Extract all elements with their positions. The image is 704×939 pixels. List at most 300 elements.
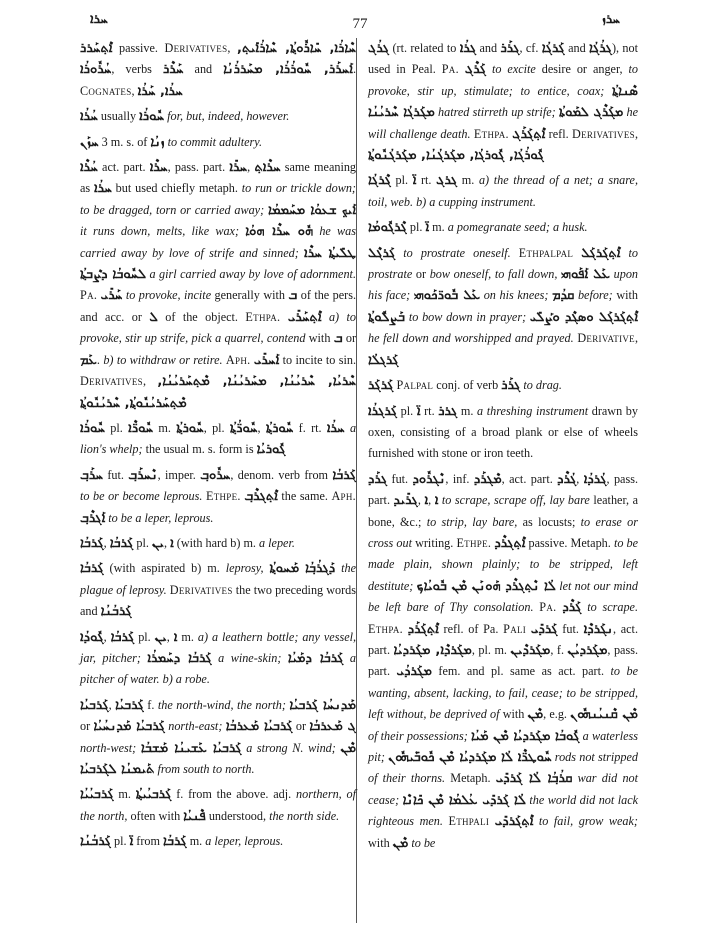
- gloss-italic: to be wanting, absent, lacking, to fail, cease; to be stripped, left without, be deprived of: [368, 664, 639, 722]
- entry-text: writing.: [411, 535, 457, 550]
- dictionary-entry: [80, 627, 356, 691]
- gloss-italic: to provoke, stir up, stimulate; to entice, coax;: [368, 62, 639, 98]
- entry-text: ,: [576, 471, 584, 486]
- syriac-word: ܠ: [149, 309, 158, 325]
- entry-text: ,: [163, 535, 171, 550]
- syriac-word: ܓܰܪܒܳܢܳܐ: [100, 604, 132, 620]
- entry-text: f.: [143, 697, 158, 712]
- gloss-italic: rods not stripped of their thorns.: [368, 750, 638, 786]
- syriac-word: ܚܪܶܐ: [149, 160, 168, 176]
- gloss-italic: to drag.: [523, 378, 562, 393]
- gloss-italic: on his knees;: [483, 288, 553, 303]
- syriac-word: ܓܰܪܒܳܐ: [109, 535, 134, 551]
- dictionary-entry: [80, 831, 356, 852]
- entry-text: pl.: [104, 420, 129, 435]
- gloss-italic: to scrape.: [587, 600, 639, 615]
- syriac-word: ܡܓܰܪܕܝܳܢ: [567, 642, 608, 658]
- entry-text: ,: [166, 629, 174, 644]
- gloss-italic: to strip, lay bare,: [426, 514, 518, 529]
- entry-text: often with: [127, 808, 184, 823]
- syriac-word: ܠܳܐ ܓܰܪܕܺܝ ܥܳܠܡܳܐ ܡܶܢ ܟܺܐܢܶܐ: [402, 792, 526, 808]
- entry-text: pl.: [406, 220, 426, 235]
- syriac-word: ܢܶܚܪܰܒ݂: [128, 467, 158, 483]
- dictionary-entry: [80, 695, 356, 781]
- entry-text: , pass. part.: [368, 471, 638, 508]
- entry-text: m.: [153, 420, 177, 435]
- entry-text: , imper.: [157, 467, 201, 482]
- syriac-word: ܥܰܠ ܒܽܘܪ̈ܟܰܘܗܝ: [413, 288, 481, 304]
- entry-text: conj. of verb: [433, 378, 502, 393]
- entry-text: , pass. part.: [167, 160, 230, 175]
- syriac-word: ܓܶܪܓܳܐ: [368, 173, 391, 189]
- gloss-italic: he fell down and worshipped and prayed.: [368, 331, 574, 346]
- syriac-word: ܚܽܘܛܪ̈ܶܐ ܠܳܐ ܡܓܰܪܕܝܳܐ ܡܶܢ ܟܽܘܒ̈ܰܝܗܽܘܢ: [388, 750, 552, 765]
- syriac-word: ܓܰܪܒܳܐ ܕܡܰܝܳܐ: [287, 650, 344, 666]
- entry-text: (with aspirated b) m.: [103, 561, 226, 576]
- grammar-label: Derivatives: [169, 582, 233, 597]
- gloss-italic: a) a leathern bottle; any vessel, jar, pitcher;: [80, 629, 357, 665]
- gloss-italic: to be: [411, 835, 436, 850]
- entry-text: with: [368, 835, 393, 850]
- dictionary-entry: [368, 469, 638, 854]
- syriac-word: ܓܰܪܒܳܐ: [80, 535, 104, 551]
- entry-text: as locusts;: [517, 514, 581, 529]
- syriac-word: ܚܙܰܢ: [80, 134, 99, 150]
- dictionary-entry: [80, 465, 356, 529]
- entry-text: ,: [247, 160, 255, 175]
- dictionary-entry: [80, 157, 356, 414]
- entry-text: drawn by oxen, consisting of a broad plank or else of wheels furnished with stone or iron teeth.: [368, 403, 638, 461]
- gloss-italic: a) to provoke, stir up strife, pick a quarrel, contend: [80, 309, 357, 346]
- gloss-italic: before;: [577, 288, 613, 303]
- syriac-word: ܐܶܬ݂ܓܰܪܓܰܠ: [581, 245, 621, 261]
- syriac-word: ܐܰܝܟ݂ ܫܥܘܳܐ ܡܚܰܡܡܳܐ: [267, 202, 356, 218]
- gloss-italic: to commit adultery.: [167, 134, 263, 149]
- entry-text: f. from the above. adj.: [171, 787, 297, 802]
- syriac-word: ܓܰܪܓܪܳܐ: [368, 403, 398, 419]
- gloss-italic: to be or become leprous.: [80, 489, 203, 504]
- syriac-word: ܚܪܳܐ, ܚܰܪܳܐ: [137, 83, 183, 99]
- syriac-word: ܐܶܬ݂ܓܰܪܰܕ: [407, 621, 439, 637]
- dictionary-entry: [80, 132, 356, 153]
- syriac-word: ܚܳܪܳܐ: [80, 109, 98, 125]
- gloss-italic: he was carried away by love of strife and sinned;: [80, 224, 357, 260]
- entry-text: m.: [113, 787, 136, 802]
- entry-text: of the pers. and acc. or: [80, 288, 356, 324]
- gloss-italic: to be a leper, leprous.: [108, 510, 214, 525]
- entry-text: ,: [131, 83, 138, 98]
- syriac-word: ܚܪܺܐ: [229, 160, 248, 176]
- gloss-italic: bow oneself, to fall down,: [429, 267, 562, 282]
- entry-text: [322, 310, 329, 324]
- syriac-word: ܐܰܚܪܰܪ, ܚܽܘܪܳܪܳܐ, ܡܚܰܪܪܳܢܳܐ: [223, 62, 353, 78]
- syriac-word: ܚܶܪܝܳܐ, ܚܶܪܝܳܢܳܐ, ܡܚܰܪܝܳܢܳܐ, ܡܶܬ݂ܚܰܪܝܳܢܳܐ, ܡܶܬ݂ܚܰܪܝܳܢܽܘܬ݂ܳܐ, ܚܶܪܝܳܢܽܘܬ݂ܳܐ: [80, 374, 357, 411]
- grammar-label: Ethpa.: [245, 309, 281, 324]
- syriac-word: ܦܶܢܝܳܐ: [183, 808, 206, 824]
- entry-text: rt.: [420, 403, 439, 418]
- entry-text: m.: [457, 173, 479, 188]
- syriac-word: ܡܶܓܪܰܕ: [473, 471, 502, 487]
- grammar-label: Ethpali: [448, 814, 490, 829]
- entry-text: , act. part.: [368, 621, 638, 657]
- entry-text: .: [96, 352, 104, 367]
- dictionary-entry: [80, 558, 356, 622]
- syriac-word: ܓܰܪܒܳܐ: [80, 561, 104, 577]
- gloss-italic: upon his face;: [368, 267, 639, 303]
- grammar-label: Cognates: [80, 83, 132, 98]
- entry-text: m.: [186, 834, 206, 849]
- entry-text: refl. of Pa.: [438, 621, 504, 636]
- entry-text: ), not used in Peal.: [368, 41, 639, 77]
- gloss-italic: a pomegranate seed; a husk.: [447, 220, 588, 235]
- entry-text: (rt. related to: [389, 41, 460, 55]
- entry-text: , verbs: [111, 62, 163, 77]
- gloss-italic: for, but, indeed, however.: [167, 109, 290, 124]
- syriac-word: ܡܓܰܪܕܶܐ, ܡܓܰܪܕܝܳܐ: [393, 642, 472, 658]
- gloss-italic: the north side.: [269, 808, 340, 823]
- gloss-italic: a threshing instrument: [477, 403, 589, 418]
- gloss-italic: to bow down in prayer;: [408, 309, 530, 324]
- syriac-word: ܐܶܬ݂ܓܰܪܓܰܠ ܘܣܓܶܕ ܘܨܰܠܺܝ: [529, 309, 639, 325]
- entry-text: , denom. verb from: [230, 467, 333, 482]
- entry-text: pl.: [134, 629, 155, 644]
- syriac-word: ܚܽܘܪ̈ܶܐ: [128, 420, 154, 436]
- entry-text: , cf.: [519, 41, 542, 55]
- syriac-word: ܚܽܘܪܳܐ: [139, 109, 165, 125]
- syriac-word: ܓܪܳܓ: [368, 41, 390, 56]
- grammar-label: Palpal: [396, 378, 434, 393]
- gloss-italic: the north-wind, the north;: [157, 697, 286, 712]
- entry-text: , f.: [550, 642, 568, 657]
- syriac-word: ܓܰܪܶܕ: [562, 600, 582, 616]
- dictionary-entry: [80, 533, 356, 554]
- entry-text: f. rt.: [293, 420, 327, 435]
- syriac-word: ܚܳܪܶܐ: [80, 160, 98, 176]
- syriac-word: ܩܕܳܡ: [552, 288, 575, 304]
- gloss-italic: northern, of the north,: [80, 787, 357, 823]
- grammar-label: Pa.: [441, 62, 459, 77]
- syriac-word: ܓܰܪܒܳܐ: [332, 467, 356, 483]
- entry-text: 3 m. s. of: [98, 134, 151, 149]
- syriac-word: ܓܰܪܒܳܐ ܕܚܰܡܪܳܐ: [147, 650, 212, 666]
- right-column: [368, 38, 638, 858]
- entry-text: fut.: [387, 471, 413, 486]
- entry-text: ,: [142, 374, 158, 389]
- entry-text: .: [352, 62, 356, 77]
- entry-text: understood,: [205, 808, 270, 823]
- syriac-word: ܡܰܚܘܬ݂ܳܐ: [269, 561, 300, 577]
- syriac-word: ܐ̈: [412, 173, 417, 189]
- syriac-word: ܚܽܘܪܳܐ: [80, 420, 105, 436]
- syriac-word: ܚܽܘܪܬ݂ܳܐ: [265, 420, 294, 436]
- gloss-italic: a pitcher of water. b) a robe.: [80, 650, 356, 687]
- gloss-italic: to prostrate: [368, 245, 638, 282]
- entry-text: [620, 246, 628, 260]
- dictionary-entry: [368, 243, 638, 371]
- gloss-italic: to erase or cross out: [368, 514, 638, 550]
- entry-text: ,: [634, 331, 639, 346]
- column-divider: [356, 38, 357, 923]
- entry-text: or: [292, 719, 310, 734]
- syriac-word: ܓܰܪܒܳܐ: [163, 834, 187, 850]
- syriac-word: ܝܢ: [154, 629, 167, 645]
- dictionary-entry: [368, 170, 638, 213]
- entry-text: [280, 310, 287, 324]
- left-column: [80, 38, 356, 857]
- entry-text: and: [564, 41, 590, 55]
- entry-text: the two preceding words and: [80, 582, 357, 619]
- entry-text: , pl.: [203, 420, 230, 435]
- syriac-word: ܡܶܢ ܬܰܝܡܢܳܐ ܠܓܰܪܒܝܳܐ: [80, 740, 357, 777]
- entry-text: ,: [428, 493, 435, 508]
- entry-text: ,: [103, 535, 110, 550]
- syriac-word: ܐܶܬ݂ܓܰܪܕܺܝ: [494, 814, 534, 830]
- entry-text: , e.g.: [543, 707, 571, 722]
- entry-text: or: [80, 719, 94, 734]
- entry-text: , inf.: [445, 471, 474, 486]
- gloss-italic: to run or trickle down; to be dragged, torn or carried away;: [80, 181, 356, 217]
- syriac-word: ܓܽܘܕܳܐ: [80, 629, 104, 645]
- gloss-italic: leprosy,: [225, 561, 270, 576]
- page-number: 77: [352, 16, 368, 32]
- entry-text: ,: [103, 629, 111, 644]
- gloss-italic: a) the thread of a net; a snare, toil, web. b) a cupping instrument.: [368, 173, 639, 209]
- dictionary-entry: [368, 375, 638, 396]
- syriac-word: ܐܶܬ݂ܓܪܶܒ݂: [244, 489, 278, 505]
- gloss-italic: from south to north.: [157, 762, 255, 776]
- syriac-word: ܗܽܘ ܚܪܶܐ ܗܘܳܐ: [245, 224, 314, 240]
- syriac-word: ܩܪܳܒ݂ܳܐ ܠܳܐ ܓܰܪܕܺܝ: [495, 771, 573, 787]
- syriac-word: ܐ̈: [129, 834, 134, 850]
- entry-text: , pl. m.: [471, 642, 511, 657]
- entry-text: fut.: [103, 467, 129, 482]
- entry-text: passive. Metaph.: [525, 535, 614, 550]
- syriac-word: ܓܳܪܕܳܐ: [583, 471, 607, 487]
- entry-text: (with hard b) m.: [173, 535, 260, 550]
- grammar-label: Ethpalpal: [518, 245, 574, 260]
- syriac-word: ܓܰܪܒܳܐ: [110, 629, 135, 645]
- grammar-label: Derivatives: [572, 126, 635, 141]
- gloss-italic: war did not cease;: [368, 771, 639, 807]
- syriac-word: ܓܪܪ: [438, 403, 458, 419]
- syriac-word: ܣܶܢܐܬ݂ܳܐ ܡܓܰܪܓܳܐ ܚܶܪܝܳܢܳܐ: [368, 83, 638, 121]
- gloss-italic: of their possessions;: [368, 728, 471, 743]
- entry-text: m.: [429, 220, 448, 235]
- gloss-italic: a strong N. wind;: [246, 740, 341, 755]
- gloss-italic: a girl carried away by love of adornment.: [149, 267, 356, 282]
- syriac-word: ܡܓܰܪܕܳܝ: [396, 664, 432, 680]
- syriac-word: ܓܰܪܒܝܳܐ: [115, 697, 144, 713]
- gloss-italic: a leper.: [259, 535, 295, 550]
- syriac-word: ܓܪܰܕ: [368, 471, 388, 487]
- grammar-label: Ethpa.: [368, 621, 403, 636]
- gloss-italic: the plague of leprosy.: [80, 561, 356, 597]
- entry-text: , act. part.: [501, 471, 558, 486]
- gloss-italic: hatred stirreth up strife;: [438, 105, 559, 120]
- syriac-word: ܐܶܬ݂ܚܰܪܪ: [80, 41, 113, 56]
- grammar-label: Ethpe.: [456, 535, 492, 550]
- syriac-word: ܡܓܰܪܕܶܝܢ: [510, 642, 551, 658]
- syriac-word: ܓܰܪܶܓ: [464, 62, 486, 78]
- grammar-label: Aph.: [331, 489, 357, 504]
- gloss-italic: the world did not lack righteous men.: [368, 792, 639, 829]
- entry-text: with: [499, 707, 528, 722]
- syriac-word: ܐ̈: [416, 403, 421, 419]
- syriac-word: ܓܰܪܓܰܪ: [368, 378, 394, 394]
- syriac-word: ܚܪܳܐ: [326, 420, 345, 436]
- gloss-italic: north-west;: [80, 740, 141, 755]
- syriac-word: ܚܪܰܒ݂: [80, 467, 104, 483]
- grammar-label: Pali: [503, 621, 527, 636]
- entry-text: ,: [634, 126, 638, 141]
- grammar-label: Pa.: [539, 600, 557, 615]
- entry-text: m.: [177, 629, 198, 644]
- syriac-word: ܢܶܓܪܽܘܕ: [412, 471, 446, 487]
- syriac-word: ܡܶܢ ܩܶܢܝܳܢܗܽܘܢ: [570, 707, 638, 723]
- syriac-word: ܓܪܳܐ: [459, 41, 477, 56]
- gloss-italic: he will challenge death.: [368, 105, 639, 141]
- syriac-word: ܐ: [434, 493, 439, 509]
- syriac-word: ܚܪܶܐܬ݂: [254, 160, 281, 176]
- gloss-italic: b) to withdraw or retire.: [103, 352, 223, 367]
- entry-text: fut.: [557, 621, 584, 636]
- syriac-word: ܚܰܪܺܝ: [100, 288, 123, 304]
- dictionary-entry: [80, 106, 356, 127]
- syriac-word: ܓܰܪܓܠܳܐ: [368, 352, 399, 368]
- gloss-italic: let not our mind be left bare of Thy consolation.: [368, 578, 638, 615]
- dictionary-entry: [368, 38, 638, 166]
- syriac-word: ܓܰܪܒܝܳܐ ܡܰܥܪܒܳܐ: [225, 719, 293, 735]
- guide-word-left: ܚܪܐ: [90, 12, 108, 27]
- dictionary-entry: [368, 401, 638, 465]
- gloss-italic: to fail, grow weak;: [538, 814, 638, 829]
- gloss-italic: to provoke, incite: [125, 288, 212, 303]
- gloss-italic: a lion's whelp;: [80, 420, 357, 457]
- syriac-word: ܥܰܠ ܐܰܦܰܘܗܝ: [561, 267, 610, 283]
- syriac-word: ܓܪܳܓܳܐ: [589, 41, 612, 56]
- gloss-italic: it runs down, melts, like wax;: [80, 224, 246, 239]
- entry-text: same meaning as: [80, 160, 357, 196]
- grammar-label: Aph.: [225, 352, 251, 367]
- dictionary-entry: [80, 418, 356, 461]
- syriac-word: ܡܰܕܢܚܳܐ ܓܰܪܒܝܳܐ: [289, 697, 357, 713]
- syriac-word: ܚܽܘܪ̈ܳܬ݂ܳܐ: [229, 420, 258, 436]
- syriac-word: ܐܶܬ݂ܚܰܪܺܝ: [287, 309, 322, 325]
- gloss-italic: a waterless pit;: [368, 728, 638, 764]
- syriac-word: ܕܰܓܪܳܒ݂ܳܐ: [305, 561, 336, 577]
- dictionary-entry: [368, 217, 638, 238]
- syriac-word: ܥܰܡ: [80, 352, 97, 368]
- gloss-italic: to prostrate oneself.: [403, 245, 511, 260]
- gloss-italic: north-east;: [168, 719, 223, 734]
- syriac-word: ܐܰܓܪܶܒ݂: [80, 510, 106, 526]
- syriac-word: ܐܶܬ݂ܓܰܪܰܓ: [512, 126, 546, 142]
- entry-text: with: [305, 331, 334, 346]
- syriac-word: ܓܽܘܒܳܐ ܡܓܰܪܕܝܳܐ ܡܶܢ ܡܰܝܳܐ: [471, 728, 580, 744]
- syriac-word: ܓܰܪܒܝܳܐ ܥܰܫܝܢܳܐ ܡܰܫܒܳܐ: [140, 740, 242, 756]
- syriac-word: ܡܶܢ: [392, 835, 409, 851]
- syriac-word: ܡܓܰܪܶܓ ܠܡܰܘܬܳܐ: [558, 105, 624, 121]
- entry-text: [511, 246, 519, 260]
- dictionary-entry: [80, 784, 356, 827]
- syriac-word: ܓܰܪܓܶܠ: [368, 245, 396, 261]
- entry-text: Metaph.: [445, 771, 496, 786]
- entry-text: ,: [108, 697, 116, 712]
- syriac-word: ܚܽܘܪܬ݂ܳܐ: [176, 420, 204, 436]
- syriac-word: ܓܶܪܓܽܘܡܳܐ: [368, 220, 407, 236]
- entry-text: act. part.: [97, 160, 150, 175]
- entry-text: desire or anger,: [535, 62, 629, 77]
- entry-text: the usual m. s. form is: [142, 442, 257, 457]
- syriac-word: ܐ̈: [425, 220, 430, 236]
- entry-text: refl.: [545, 126, 573, 141]
- grammar-label: Ethpe.: [205, 489, 241, 504]
- entry-text: rt.: [416, 173, 437, 188]
- gloss-italic: to be made plain, shown plainly; to be stripped, left destitute;: [368, 535, 639, 593]
- entry-text: pl.: [397, 403, 417, 418]
- syriac-word: ܓܰܪܒܝܳܝܬ݂ܳܐ: [135, 787, 172, 803]
- syriac-word: ܐ: [170, 535, 174, 551]
- entry-text: m.: [457, 403, 478, 418]
- syriac-word: ܓܪܺܝܕ: [393, 493, 418, 509]
- gloss-italic: a wine-skin;: [218, 650, 288, 665]
- gloss-italic: to excite: [491, 62, 536, 77]
- dictionary-entry: [80, 38, 356, 102]
- guide-word-right: ܚܪܙ: [602, 12, 620, 27]
- syriac-word: ܓܰܪܒܝܳܐ: [80, 697, 109, 713]
- syriac-word: ܝܢ: [151, 535, 164, 551]
- entry-text: ,: [257, 420, 266, 435]
- entry-text: from: [133, 834, 164, 849]
- syriac-word: ܓܪܰܪ: [500, 41, 520, 56]
- syriac-word: ܐ: [424, 493, 429, 509]
- entry-text: fem. and pl. same as act. part.: [431, 664, 611, 679]
- syriac-word: ܓܰܪܕܺܝ: [530, 621, 558, 637]
- syriac-word: ܠܳܐ ܢܶܬ݂ܓܪܶܕ ܗܰܘܢܰܢ ܡܶܢ ܒܽܘܝܳܐܟ݂: [416, 578, 556, 594]
- entry-text: passive.: [112, 41, 165, 55]
- grammar-label: Derivative: [577, 331, 635, 346]
- entry-text: and: [476, 41, 501, 55]
- grammar-label: Pa.: [80, 288, 98, 303]
- entry-text: of the object.: [157, 309, 246, 324]
- syriac-word: ܓܪܓ: [436, 173, 458, 189]
- syriac-word: ܡܶܢ: [527, 707, 544, 723]
- syriac-word: ܐܶܬ݂ܓܪܶܕ: [494, 535, 526, 551]
- syriac-word: ܓܪܰܪ: [501, 378, 521, 394]
- syriac-word: ܙܢܳܐ: [150, 134, 165, 150]
- syriac-word: ܐ: [173, 629, 178, 645]
- syriac-word: ܓ ܡܰܥܪܒܳܐ: [309, 719, 356, 735]
- grammar-label: Derivatives: [80, 374, 143, 389]
- syriac-word: ܒ: [333, 331, 343, 347]
- syriac-word: ܚܪܽܘܒ݂: [200, 467, 231, 483]
- entry-text: , pass. part.: [368, 642, 639, 679]
- syriac-word: ܓܽܘܪܝܳܐ: [256, 442, 286, 458]
- syriac-word: ܓܰܪܒܝܳܐ ܡܰܕܢܚܳܝܳܐ: [93, 719, 165, 735]
- grammar-label: Ethpa.: [473, 126, 509, 141]
- syriac-word: ܓܽܘܪܳܓܳܐ, ܓܽܘܪܓܳܐ, ܡܓܰܪܓܳܢܳܐ, ܡܓܰܪܓܳܢܽܘܬ݂ܳܐ: [368, 148, 544, 164]
- entry-text: the same.: [277, 489, 332, 504]
- syriac-word: ܓܰܪܒܳܢܳܐ: [80, 834, 111, 850]
- entry-text: but used chiefly metaph.: [111, 181, 242, 196]
- entry-text: usually: [97, 109, 140, 124]
- entry-text: pl.: [390, 173, 413, 188]
- syriac-word: ܚܪܳܐ: [94, 181, 112, 197]
- entry-text: leather, a bone, &c.;: [368, 493, 639, 529]
- entry-text: pl.: [110, 834, 130, 849]
- syriac-word: ܒܰܨܠܽܘܬ݂ܳܐ: [368, 309, 406, 325]
- entry-text: and: [183, 62, 224, 77]
